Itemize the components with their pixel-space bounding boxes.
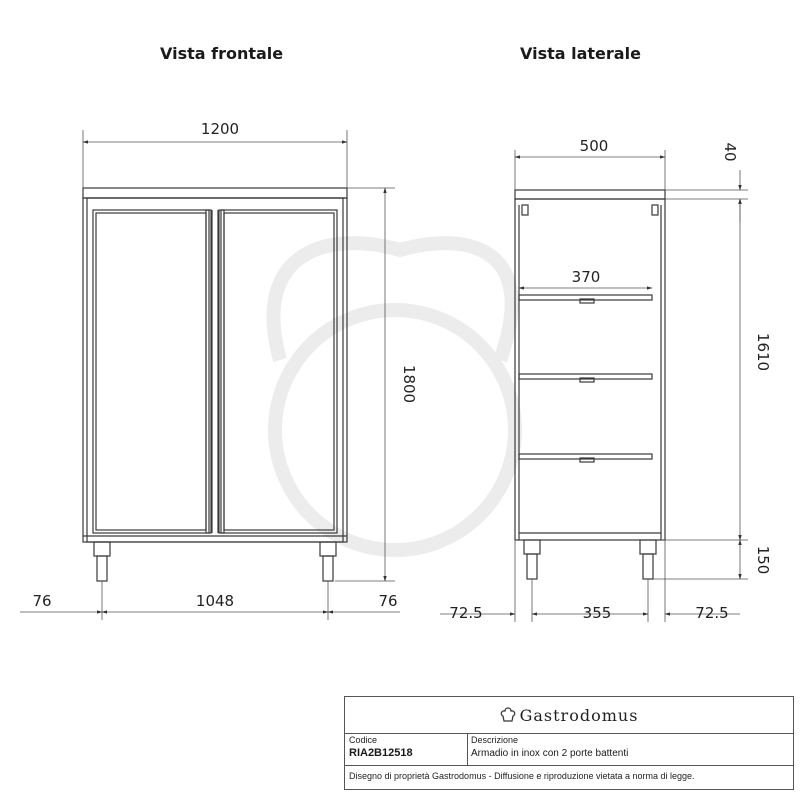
side-shelf-1 [519, 295, 652, 303]
dim-front-inner-width: 1048 [195, 592, 235, 610]
front-right-door [221, 210, 337, 533]
code-label: Codice [349, 735, 378, 745]
dim-side-shelf-width: 370 [571, 268, 601, 286]
brand-name: Gastrodomus [519, 705, 639, 725]
front-left-leg-top [94, 542, 110, 556]
front-left-door [93, 210, 209, 533]
front-right-leg [323, 556, 333, 581]
front-top-plate [83, 188, 347, 198]
side-shelf-3 [519, 454, 652, 462]
code-cell [345, 733, 468, 765]
code-description-row [345, 733, 793, 766]
description-label: Descrizione [471, 735, 519, 745]
dim-side-body-height: 1610 [754, 332, 772, 372]
copyright-notice: Disegno di proprietà Gastrodomus - Diffusione e riproduzione vietata a norma di legge. [349, 771, 695, 781]
description-cell [467, 733, 793, 765]
dim-front-right-offset: 76 [378, 592, 398, 610]
side-left-leg-top [524, 540, 540, 554]
chef-hat-icon [500, 706, 516, 724]
dim-front-height: 1800 [400, 364, 418, 404]
side-body [515, 199, 665, 540]
code-value: RIA2B12518 [349, 747, 413, 759]
side-shelf-2 [519, 374, 652, 382]
brand-row [345, 697, 793, 734]
dim-side-inner-depth: 355 [582, 604, 612, 622]
dim-side-top-thickness: 40 [721, 142, 739, 162]
front-left-leg [97, 556, 107, 581]
watermark-logo [274, 243, 515, 550]
side-top-plate [515, 190, 665, 199]
dim-front-left-offset: 76 [32, 592, 52, 610]
dim-side-right-offset: 72.5 [695, 604, 729, 622]
title-block [344, 696, 794, 790]
front-right-leg-top [320, 542, 336, 556]
dim-side-leg-height: 150 [754, 545, 772, 575]
dim-front-total-width: 1200 [200, 120, 240, 138]
side-right-leg-top [640, 540, 656, 554]
description-value: Armadio in inox con 2 porte battenti [471, 748, 629, 759]
side-right-leg [643, 554, 653, 579]
side-view [515, 190, 665, 579]
side-left-leg [527, 554, 537, 579]
side-view-title: Vista laterale [520, 44, 641, 63]
dim-side-left-offset: 72.5 [449, 604, 483, 622]
front-view-title: Vista frontale [160, 44, 284, 63]
dim-side-depth: 500 [579, 137, 609, 155]
